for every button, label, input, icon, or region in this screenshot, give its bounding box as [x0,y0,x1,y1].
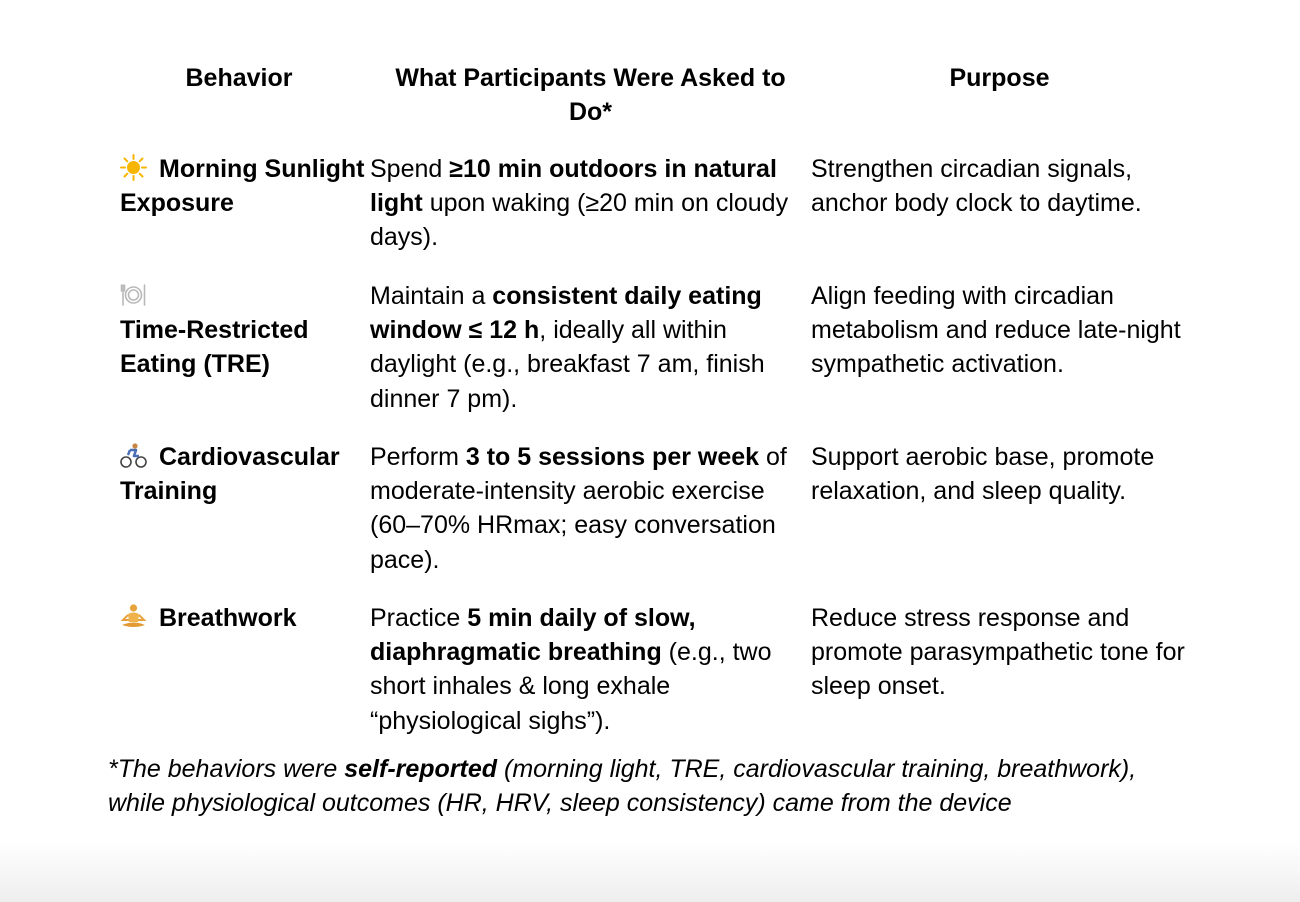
footnote-text: *The behaviors were [108,755,345,783]
footnote-emphasis: self-reported [344,755,498,783]
purpose-cell: Strengthen circadian signals, anchor body clock to daytime. [811,155,1142,218]
purpose-cell: Support aerobic base, promote relaxation, and sleep quality. [811,443,1155,506]
asked-emphasis: ≥10 min outdoors in natural light [370,155,777,218]
behavior-label: Time-Restricted Eating (TRE) [120,316,309,379]
plate-cutlery-icon [120,281,147,308]
asked-text: Maintain a [370,282,493,310]
behavior-label: Morning Sunlight Exposure [120,155,365,218]
table-row [108,601,1188,751]
asked-cell [370,152,811,255]
behavior-cell [108,601,370,635]
header-purpose: Purpose [949,64,1050,92]
table-row [108,279,1188,440]
header-asked-to-do: What Participants Were Asked to Do* [395,64,786,127]
bottom-shadow [0,842,1300,902]
behaviors-table [108,60,1188,751]
asked-text: upon waking (≥20 min on cloudy days). [370,189,789,252]
asked-cell [370,601,811,738]
header-behavior: Behavior [185,64,293,92]
meditation-icon [120,603,147,630]
table-row [108,440,1188,601]
table-row [108,152,1188,279]
asked-text: of moderate-intensity aerobic exercise (60–70% HRmax; easy conversation pace). [370,443,787,574]
behavior-label: Cardiovascular Training [120,443,340,506]
asked-text: Perform [370,443,466,471]
purpose-cell: Align feeding with circadian metabolism and reduce late-night sympathetic activation. [811,282,1181,379]
asked-cell [370,279,811,416]
footnote [108,752,1168,820]
behavior-label: Breathwork [159,604,297,632]
asked-text: , ideally all within daylight (e.g., breakfast 7 am, finish dinner 7 pm). [370,316,765,413]
sun-icon [120,154,147,181]
asked-text: Spend [370,155,450,183]
cyclist-icon [120,442,147,469]
table-header-row [108,60,1188,152]
asked-emphasis: consistent daily eating window ≤ 12 h [370,282,762,345]
behavior-cell [108,279,370,382]
asked-emphasis: 5 min daily of slow, diaphragmatic breathing [370,604,696,667]
asked-text: (e.g., two short inhales & long exhale “physiological sighs”). [370,638,772,735]
purpose-cell: Reduce stress response and promote parasympathetic tone for sleep onset. [811,604,1185,701]
behavior-cell [108,440,370,508]
asked-cell [370,440,811,577]
asked-text: Practice [370,604,468,632]
behavior-cell [108,152,370,220]
asked-emphasis: 3 to 5 sessions per week [465,443,760,471]
footnote-text: (morning light, TRE, cardiovascular training, breathwork), while physiological outcomes (HR, HRV, sleep consistency) came from the device [108,755,1137,818]
